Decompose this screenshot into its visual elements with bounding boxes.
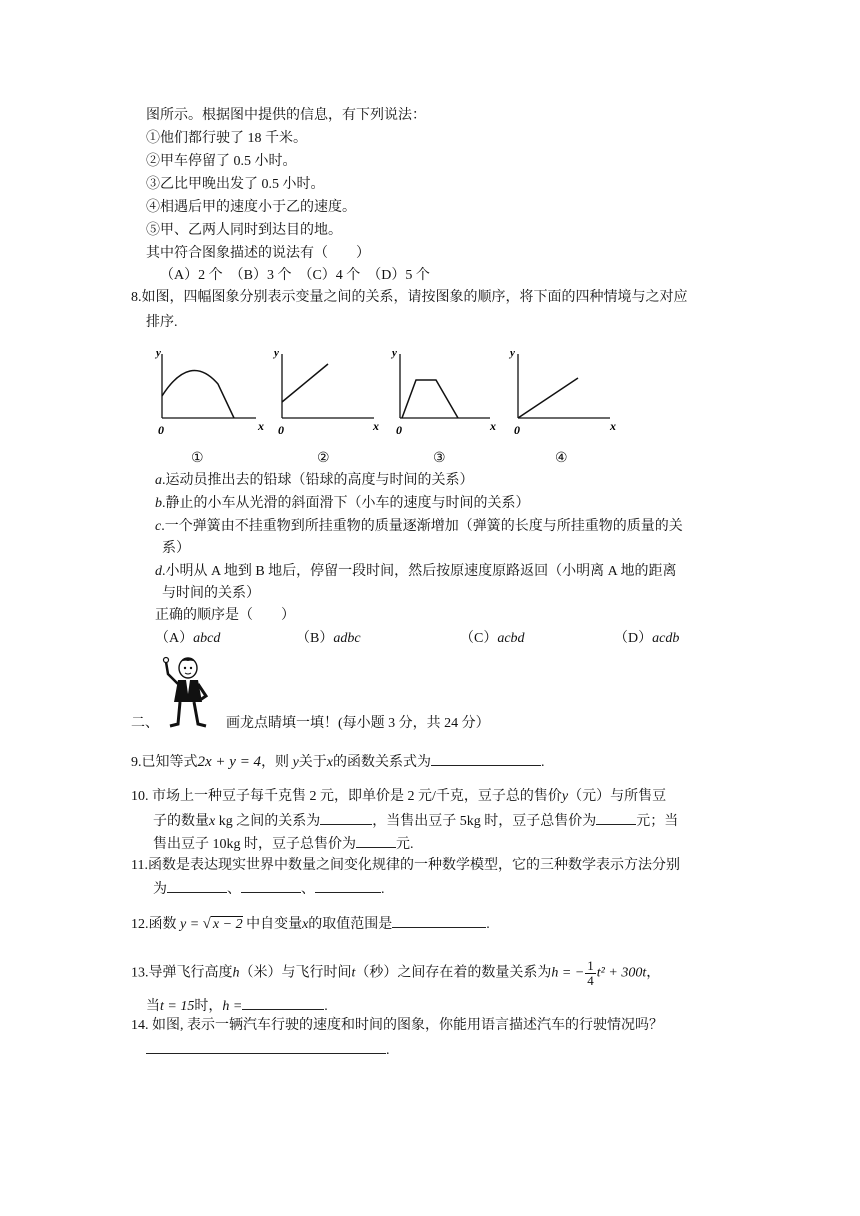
graph-1-origin: 0: [158, 423, 164, 437]
q12: 12.函数 y = √ x − 2 中自变量x的取值范围是 .: [131, 913, 490, 935]
thinking-man-illustration: [158, 654, 220, 730]
q7-statement-1: ①他们都行驶了 18 千米。: [146, 131, 307, 146]
graph-4-y-label: y: [510, 347, 515, 359]
q11-blank-1[interactable]: [167, 878, 227, 893]
q8-question-line2: 排序.: [146, 315, 178, 330]
q10-line3: 售出豆子 10kg 时，豆子总售价为 元.: [153, 833, 414, 855]
graph-1-y-label: y: [156, 347, 161, 359]
q7-options: （A）2 个 （B）3 个 （C）4 个 （D）5 个: [160, 268, 430, 283]
q10-price-5kg-blank[interactable]: [596, 810, 636, 825]
q7-question: 其中符合图象描述的说法有（ ）: [146, 246, 370, 261]
q8-item-d: d.小明从 A 地到 B 地后，停留一段时间，然后按原速度原路返回（小明离 A 地的距离: [155, 564, 677, 579]
q13-line1: 13.导弹飞行高度h（米）与飞行时间t（秒）之间存在着的数量关系为h = − $\frac{1}{4}$ t² + 300t，: [131, 958, 661, 988]
q8-graph-label-2: ②: [317, 451, 330, 466]
graph-3-y-label: y: [392, 347, 397, 359]
q11-blank-2[interactable]: [241, 878, 301, 893]
q8-graph-label-4: ④: [555, 451, 568, 466]
q7-statement-2: ②甲车停留了 0.5 小时。: [146, 154, 297, 169]
q13-line2: 当t = 15时，h = .: [146, 995, 328, 1017]
q7-statement-4: ④相遇后甲的速度小于乙的速度。: [146, 200, 356, 215]
q9-answer-blank[interactable]: [431, 751, 541, 766]
q8-item-b: b.静止的小车从光滑的斜面滑下（小车的速度与时间的关系）: [155, 496, 530, 511]
q9-equation: 2x + y = 4: [197, 754, 262, 770]
q14-line1: 14. 如图, 表示一辆汽车行驶的速度和时间的图象，你能用语言描述汽车的行驶情况吗？: [131, 1018, 663, 1033]
q10-relation-blank[interactable]: [320, 810, 372, 825]
graph-2-origin: 0: [278, 423, 284, 437]
q12-radicand: x − 2: [212, 917, 243, 932]
q7-statement-5: ⑤甲、乙两人同时到达目的地。: [146, 223, 342, 238]
q14-answer-blank[interactable]: [146, 1039, 386, 1054]
section-2-number: 二、: [131, 716, 159, 731]
q9: 9.已知等式2x + y = 4，则 y关于x的函数关系式为 .: [131, 751, 545, 773]
q8-graph-3: [388, 344, 508, 436]
graph-3-x-label: x: [490, 419, 496, 433]
q8-graph-4: [506, 344, 626, 436]
graph-1-x-label: x: [258, 419, 264, 433]
q13-fraction: $\frac{1}{4}$: [587, 958, 594, 988]
q8-graph-label-3: ③: [433, 451, 446, 466]
section-2-title: 画龙点睛填一填！(每小题 3 分，共 24 分）: [226, 716, 490, 731]
graph-4-x-label: x: [610, 419, 616, 433]
graph-3-origin: 0: [396, 423, 402, 437]
q8-option-d: （D）acdb: [614, 631, 680, 646]
q8-item-d-continued: 与时间的关系）: [162, 586, 260, 601]
q8-graph-2: [270, 344, 390, 436]
q10-line2: 子的数量x kg 之间的关系为 ，当售出豆子 5kg 时，豆子总售价为 元；当: [153, 810, 678, 832]
q7-statement-3: ③乙比甲晚出发了 0.5 小时。: [146, 177, 325, 192]
q8-item-a: a.运动员推出去的铅球（铅球的高度与时间的关系）: [155, 473, 474, 488]
q8-question-line1: 8.如图，四幅图象分别表示变量之间的关系，请按图象的顺序，将下面的四种情境与之对应: [131, 290, 688, 305]
q12-answer-blank[interactable]: [392, 913, 486, 928]
q8-option-b: （B）adbc: [296, 631, 361, 646]
graph-2-y-label: y: [274, 347, 279, 359]
q8-item-c: c.一个弹簧由不挂重物到所挂重物的质量逐渐增加（弹簧的长度与所挂重物的质量的关: [155, 519, 683, 534]
q8-option-c: （C）acbd: [460, 631, 525, 646]
q8-option-a: （A）abcd: [155, 631, 221, 646]
q7-intro: 图所示。根据图中提供的信息，有下列说法：: [146, 108, 426, 123]
q8-correct-order-question: 正确的顺序是（ ）: [155, 608, 295, 623]
q13-answer-blank[interactable]: [242, 995, 324, 1010]
q11-line1: 11.函数是表达现实世界中数量之间变化规律的一种数学模型，它的三种数学表示方法分别: [131, 858, 680, 873]
q10-line1: 10. 市场上一种豆子每千克售 2 元，即单价是 2 元/千克，豆子总的售价y（元）与所售豆: [131, 789, 667, 804]
q8-graph-1: [150, 344, 270, 436]
q11-blank-3[interactable]: [315, 878, 381, 893]
q14-line2: .: [146, 1039, 390, 1061]
q8-graph-label-1: ①: [191, 451, 204, 466]
q10-price-10kg-blank[interactable]: [356, 833, 396, 848]
q8-item-c-continued: 系）: [162, 541, 190, 556]
graph-4-origin: 0: [514, 423, 520, 437]
graph-2-x-label: x: [373, 419, 379, 433]
q11-line2: 为 、 、 .: [153, 878, 385, 900]
